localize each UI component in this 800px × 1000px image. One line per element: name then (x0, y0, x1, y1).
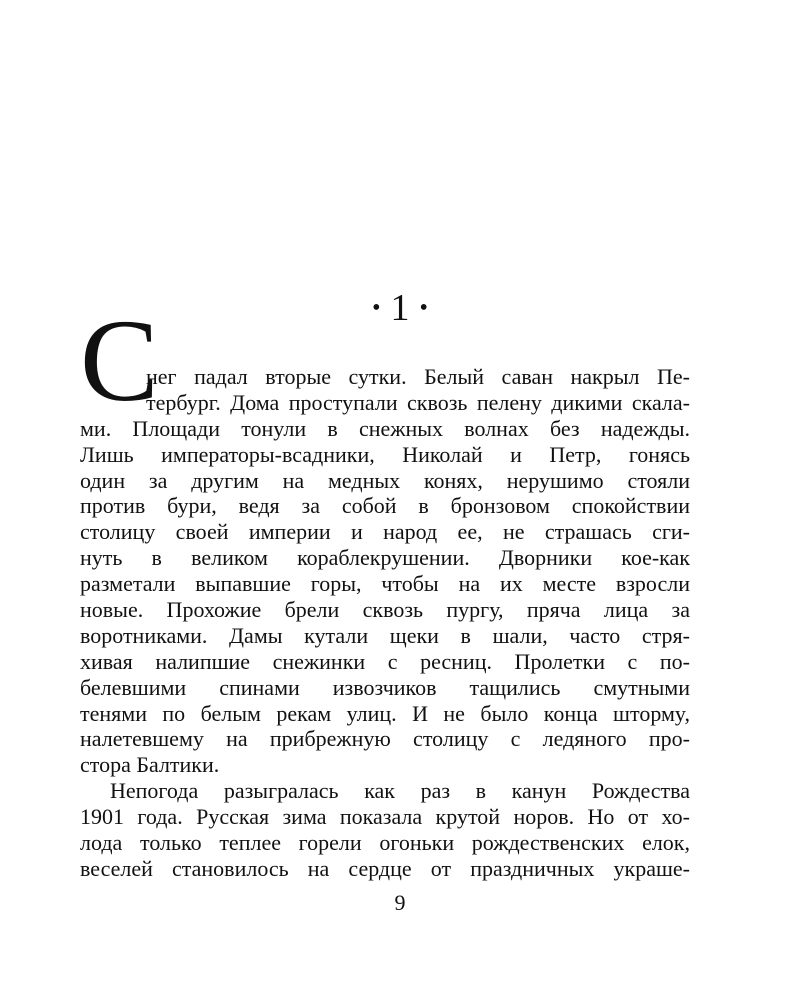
text-line: ми. Площади тонули в снежных волнах без надежды. (80, 415, 690, 441)
text-line: налетевшему на прибрежную столицу с ледяного про- (80, 726, 690, 752)
chapter-bullet-right: • (419, 295, 428, 322)
text-line: один за другим на медных конях, нерушимо стояли (80, 467, 690, 493)
body-text (80, 364, 690, 882)
text-line: тенями по белым рекам улиц. И не было конца штормy, (80, 700, 690, 726)
text-line: воротниками. Дамы кутали щеки в шали, часто стря- (80, 622, 690, 648)
text-line: Лишь императоры-всадники, Николай и Петр, гонясь (80, 441, 690, 467)
text-line: Непогода разыгралась как раз в канун Рождества (110, 778, 690, 804)
text-line: нег падал вторые сутки. Белый саван накрыл Пе- (146, 364, 690, 389)
text-line: нуть в великом кораблекрушении. Дворники кое-как (80, 545, 690, 571)
text-line: столицу своей империи и народ ее, не страшась сги- (80, 519, 690, 545)
text-line: тербург. Дома проступали сквозь пелену дикими скала- (146, 389, 690, 415)
text-line: хивая налипшие снежинки с ресниц. Пролетки с по- (80, 648, 690, 674)
page-number: 9 (394, 890, 406, 915)
text-line: против бури, ведя за собой в бронзовом спокойствии (80, 493, 690, 519)
text-line: 1901 года. Русская зима показала крутой норов. Но от хо- (80, 804, 690, 830)
text-line: новые. Прохожие брели сквозь пургу, пряча лица за (80, 597, 690, 623)
chapter-bullet-left: • (372, 295, 381, 322)
drop-cap: С (80, 295, 159, 426)
text-line: стора Балтики. (80, 752, 220, 778)
text-line: лода только теплее горели огоньки рождественских елок, (80, 830, 690, 856)
text-line: разметали выпавшие горы, чтобы на их месте взросли (80, 571, 690, 597)
text-line: белевшими спинами извозчиков тащились смутными (80, 674, 690, 700)
text-line: веселей становилось на сердце от праздничных украше- (80, 855, 690, 881)
chapter-number: 1 (390, 287, 410, 329)
